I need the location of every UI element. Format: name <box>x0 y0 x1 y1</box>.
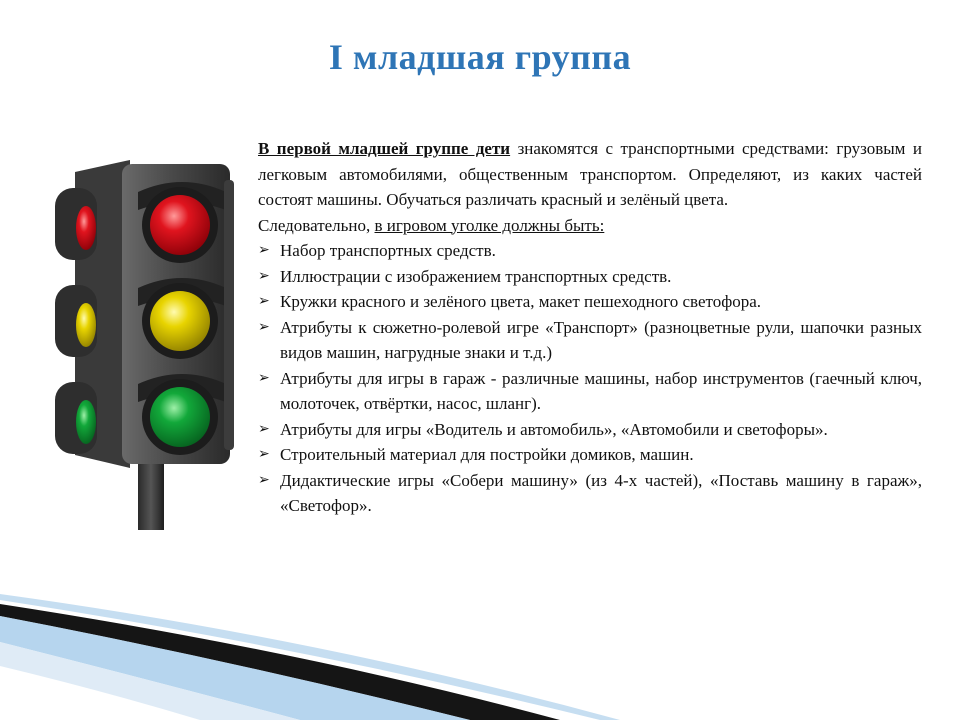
consequently-prefix: Следовательно, <box>258 215 375 235</box>
list-item: ➢ Иллюстрации с изображением транспортных средств. <box>258 264 922 290</box>
corner-swoosh-decoration <box>0 590 960 720</box>
checkmark-arrow-icon: ➢ <box>258 369 270 386</box>
red-light <box>150 195 210 255</box>
slide-title: I младшая группа <box>328 37 632 77</box>
list-item: ➢ Атрибуты к сюжетно-ролевой игре «Транспорт» (разноцветные рули, шапочки разных видов машин, нагрудные знаки и т.д.) <box>258 315 922 366</box>
intro-text: знакомятся с транспортными средствами: грузовым и легковым автомобилями, общественным транспортом. Определяют, из каких частей состоят машины. Обучаться различать красный и зелёный цвета. <box>258 139 922 209</box>
list-item: ➢ Кружки красного и зелёного цвета, макет пешеходного светофора. <box>258 289 922 315</box>
checkmark-arrow-icon: ➢ <box>258 242 270 258</box>
list-item: ➢ Набор транспортных средств. <box>258 238 922 264</box>
checkmark-arrow-icon: ➢ <box>258 420 270 437</box>
traffic-light-icon <box>0 150 250 540</box>
yellow-light <box>150 291 210 351</box>
checkmark-arrow-icon: ➢ <box>258 293 270 309</box>
consequently-line <box>258 213 922 239</box>
green-light <box>150 387 210 447</box>
list-item: ➢ Дидактические игры «Собери машину» (из 4-х частей), «Поставь машину в гараж», «Светофор». <box>258 468 922 519</box>
checkmark-arrow-icon: ➢ <box>258 318 270 335</box>
checkmark-arrow-icon: ➢ <box>258 267 270 284</box>
intro-lead: В первой младшей группе дети <box>258 139 511 158</box>
checklist <box>258 238 922 519</box>
checkmark-arrow-icon: ➢ <box>258 446 270 462</box>
consequently-underlined: в игровом уголке должны быть: <box>374 215 605 235</box>
list-item: ➢ Строительный материал для постройки домиков, машин. <box>258 442 922 468</box>
intro-paragraph <box>258 136 922 213</box>
list-item: ➢ Атрибуты для игры в гараж - различные машины, набор инструментов (гаечный ключ, молоточек, отвёртки, насос, шланг). <box>258 366 922 417</box>
list-item: ➢ Атрибуты для игры «Водитель и автомобиль», «Автомобили и светофоры». <box>258 417 922 443</box>
checkmark-arrow-icon: ➢ <box>258 471 270 488</box>
slide-body <box>258 136 922 519</box>
